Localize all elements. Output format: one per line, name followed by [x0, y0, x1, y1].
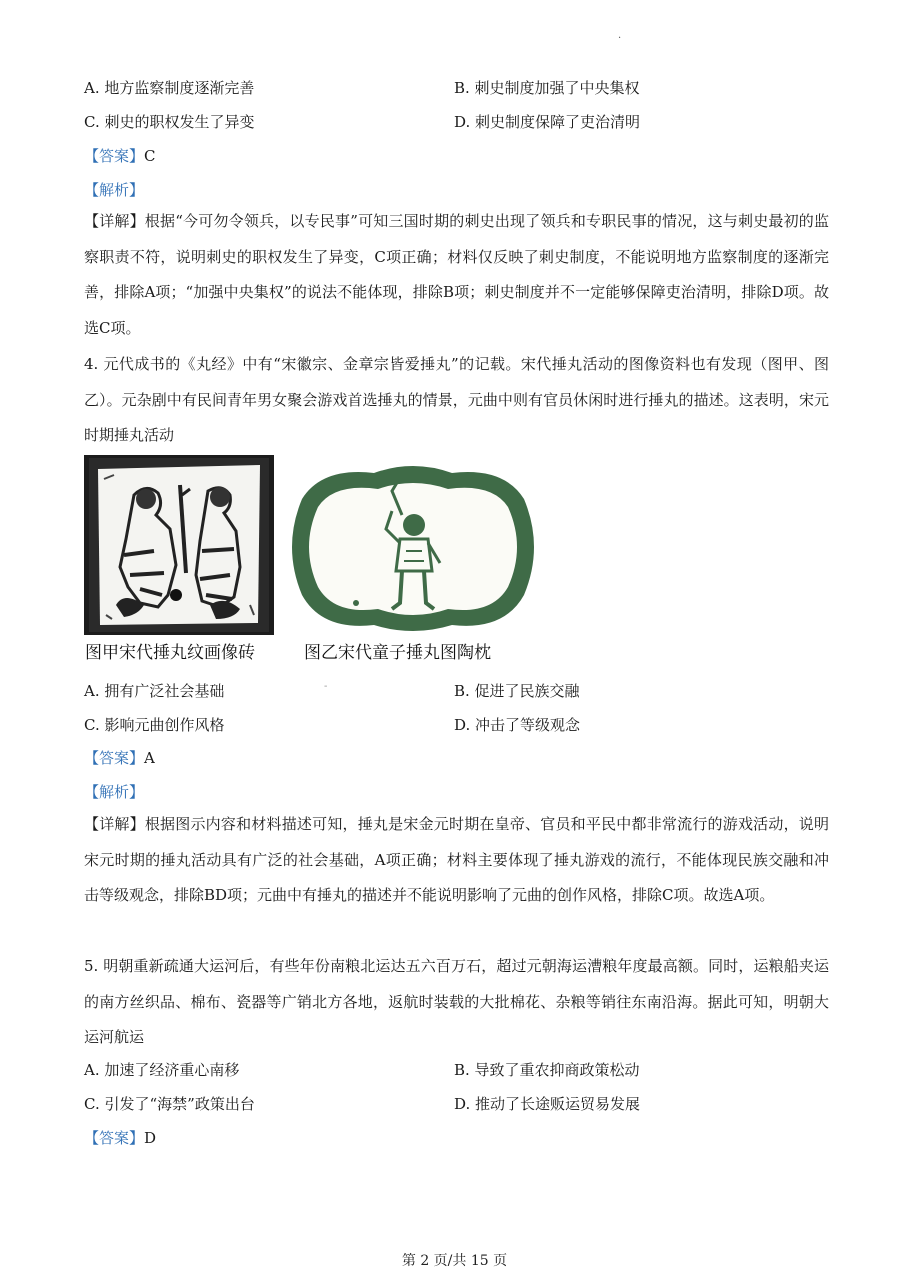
q5-answer [84, 1128, 156, 1148]
figure-a-brick-relief [84, 455, 274, 635]
q5-option-c: C. 引发了“海禁”政策出台 [84, 1095, 255, 1113]
page-footer: 第 2 页/共 15 页 [401, 1253, 508, 1269]
q3-analysis [84, 180, 144, 200]
answer-value: D [144, 1129, 157, 1147]
detail-tag: 【详解】 [84, 212, 145, 230]
figure-a-caption: 图甲宋代捶丸纹画像砖 [85, 643, 255, 663]
detail-tag: 【详解】 [84, 815, 145, 833]
q3-option-d: D. 刺史制度保障了吏治清明 [454, 113, 641, 131]
analysis-tag: 【解析】 [84, 783, 145, 801]
answer-tag: 【答案】 [84, 749, 145, 767]
top-mark: . [618, 30, 622, 41]
q4-stem: 4. 元代成书的《丸经》中有“宋徽宗、金章宗皆爱捶丸”的记载。宋代捶丸活动的图像资料也有发现（图甲、图乙）。元杂剧中有民间青年男女聚会游戏首选捶丸的情景，元曲中则有官员休闲时进行捶丸的描述。这表明，宋元时期捶丸活动 [84, 355, 829, 444]
q4-option-d: D. 冲击了等级观念 [454, 716, 581, 734]
answer-tag: 【答案】 [84, 147, 145, 165]
answer-value: C [144, 147, 156, 165]
q3-detail [84, 204, 829, 346]
detail-text: 根据“今可勿令领兵，以专民事”可知三国时期的刺史出现了领兵和专职民事的情况，这与刺史最初的监察职责不符，说明刺史的职权发生了异变，C项正确；材料仅反映了刺史制度，不能说明地方监察制度的逐渐完善，排除A项；“加强中央集权”的说法不能体现，排除B项；刺史制度并不一定能够保障吏治清明，排除D项。故选C项。 [84, 212, 829, 337]
detail-text: 根据图示内容和材料描述可知，捶丸是宋金元时期在皇帝、官员和平民中都非常流行的游戏活动，说明宋元时期的捶丸活动具有广泛的社会基础，A项正确；材料主要体现了捶丸游戏的流行，不能体现民族交融和冲击等级观念，排除BD项；元曲中有捶丸的描述并不能说明影响了元曲的创作风格，排除C项。故选A项。 [84, 815, 829, 904]
answer-tag: 【答案】 [84, 1129, 145, 1147]
figure-b-ceramic-pillow [282, 459, 544, 637]
figure-b-caption: 图乙宋代童子捶丸图陶枕 [304, 643, 491, 663]
q3-option-c: C. 刺史的职权发生了异变 [84, 113, 255, 131]
q4-option-c: C. 影响元曲创作风格 [84, 716, 225, 734]
q3-option-b: B. 刺史制度加强了中央集权 [454, 79, 640, 97]
q3-option-a: A. 地方监察制度逐渐完善 [84, 79, 255, 97]
q5-option-a: A. 加速了经济重心南移 [84, 1061, 240, 1079]
q3-answer [84, 146, 156, 166]
q5-stem: 5. 明朝重新疏通大运河后，有些年份南粮北运达五六百万石，超过元朝海运漕粮年度最高额。同时，运粮船夹运的南方丝织品、棉布、瓷器等广销北方各地，返航时装载的大批棉花、杂粮等销往东南沿海。据此可知，明朝大运河航运 [84, 957, 829, 1046]
q4-option-a: A. 拥有广泛社会基础 [84, 682, 225, 700]
q4-analysis [84, 782, 144, 802]
q4-option-b: B. 促进了民族交融 [454, 682, 580, 700]
q4-answer [84, 748, 155, 768]
q5-option-b: B. 导致了重农抑商政策松动 [454, 1061, 640, 1079]
stray-mark: - [324, 681, 328, 692]
q4-detail [84, 807, 829, 914]
q5-option-d: D. 推动了长途贩运贸易发展 [454, 1095, 641, 1113]
analysis-tag: 【解析】 [84, 181, 145, 199]
answer-value: A [144, 749, 155, 767]
